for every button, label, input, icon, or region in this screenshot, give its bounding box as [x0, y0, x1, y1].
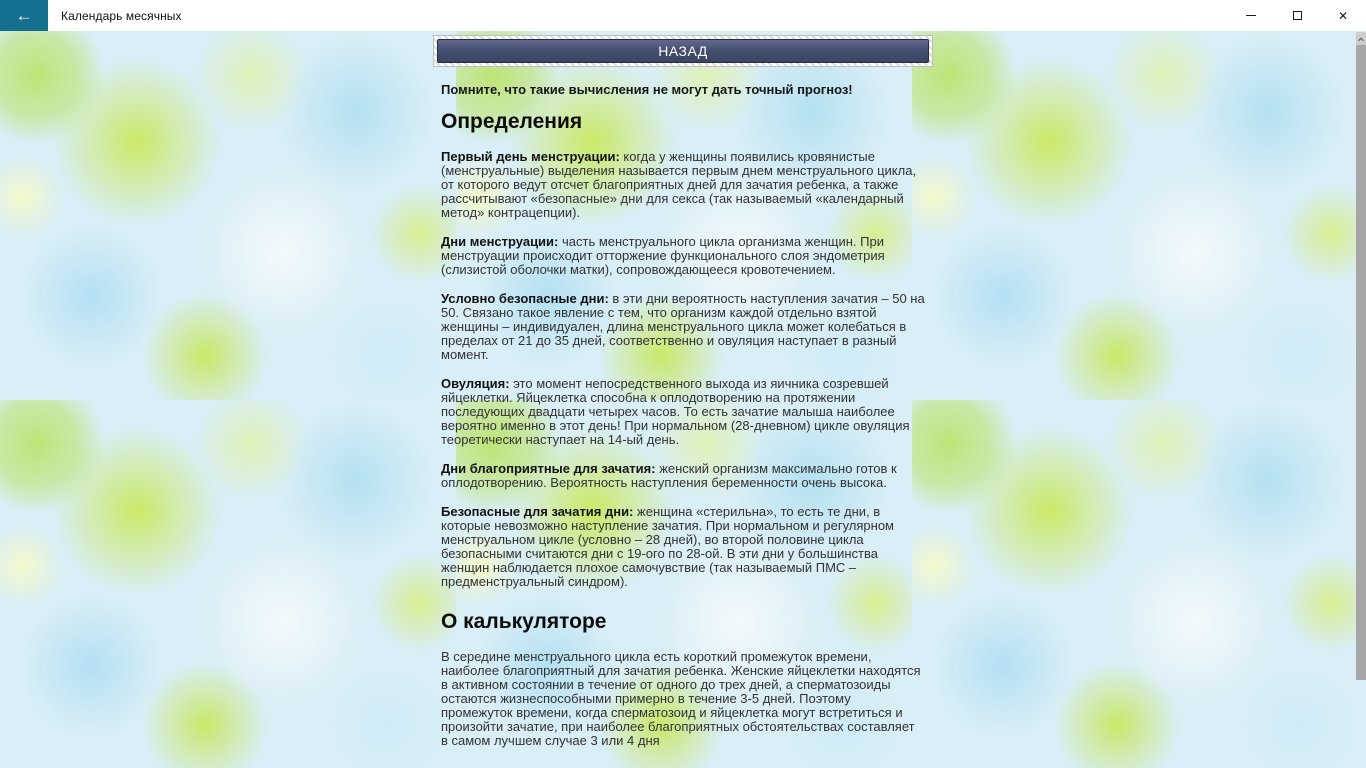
back-button[interactable]: [437, 39, 929, 63]
back-arrow-icon: ←: [15, 5, 33, 25]
definition-text: часть менструального цикла организма женщин. При менструации происходит отторжение функционального слоя эндометрия (слизистой оболочки матки), сопровождающееся кровотечением.: [441, 234, 885, 277]
back-button-label: НАЗАД: [658, 43, 708, 59]
definition-label: Первый день менструации:: [441, 149, 620, 164]
chevron-up-icon: [1358, 37, 1364, 43]
maximize-icon: [1293, 11, 1302, 20]
definitions-heading: Определения: [441, 110, 583, 133]
window-controls: [1228, 0, 1366, 31]
definition-safe-days: [441, 505, 925, 589]
definition-fertile-days: [441, 462, 925, 490]
definition-label: Условно безопасные дни:: [441, 291, 609, 306]
about-text: В середине менструального цикла есть короткий промежуток времени, наиболее благоприятный для зачатия ребенка. Женские яйцеклетки находятся в активном состоянии в течение от одного до трех дней, а сперматозоиды остаются жизнеспособными примерно в течение 3-5 дней. Поэтому промежуток времени, когда сперматозоид и яйцеклетка могут встретиться и произойти зачатие, при наиболее благоприятных обстоятельствах составляет в самом лучшем случае 3 или 4 дня: [441, 649, 921, 748]
window-title: Календарь месячных: [61, 8, 182, 23]
definition-ovulation: [441, 377, 925, 447]
back-button-frame: [433, 35, 933, 67]
scrollbar-up-button[interactable]: [1356, 32, 1366, 45]
titlebar-back-button[interactable]: [0, 0, 48, 31]
close-icon: ✕: [1337, 8, 1349, 23]
scrollbar-thumb[interactable]: [1356, 45, 1366, 680]
article: [433, 83, 933, 748]
close-button[interactable]: [1320, 0, 1366, 31]
minimize-button[interactable]: [1228, 0, 1274, 31]
about-heading: О калькуляторе: [441, 610, 607, 633]
definition-text: женский организм максимально готов к оплодотворению. Вероятность наступления беременности очень высока.: [441, 461, 897, 490]
disclaimer-text: Помните, что такие вычисления не могут дать точный прогноз!: [441, 82, 853, 97]
definition-conditionally-safe-days: [441, 292, 925, 362]
definition-text: в эти дни вероятность наступления зачатия – 50 на 50. Связано такое явление с тем, что организм каждой отдельно взятой женщины – индивидуален, длина менструального цикла может колебаться в пределах от 21 до 35 дней, соответственно и овуляция наступает в разный момент.: [441, 291, 925, 362]
definition-label: Безопасные для зачатия дни:: [441, 504, 634, 519]
minimize-icon: [1246, 15, 1256, 16]
definition-text: женщина «стерильна», то есть те дни, в которые невозможно наступление зачатия. При нормальном и регулярном менструальном цикле (условно – 28 дней), во второй половине цикла безопасными считаются дни с 19-ого по 28-ой. В эти дни у большинства женщин наблюдается плохое самочувствие (так называемый ПМС – предменструальный синдром).: [441, 504, 894, 589]
definition-first-day: [441, 150, 925, 220]
definition-text: когда у женщины появились кровянистые (менструальные) выделения называется первым днем менструального цикла, от которого ведут отсчет благоприятных дней для зачатия ребенка, а также рассчитывают «безопасные» дни для секса (так называемый «календарный метод» контрацепции).: [441, 149, 917, 220]
definition-label: Дни менструации:: [441, 234, 559, 249]
page-background: [0, 31, 1366, 768]
definition-text: это момент непосредственного выхода из яичника созревшей яйцеклетки. Яйцеклетка способна к оплодотворению на протяжении последующих двадцати четырех часов. То есть зачатие малыша наиболее вероятно именно в этот день! При нормальном (28-дневном) цикле овуляция теоретически наступает на 14-ый день.: [441, 376, 910, 447]
definition-menstruation-days: [441, 235, 925, 277]
definition-label: Дни благоприятные для зачатия:: [441, 461, 656, 476]
vertical-scrollbar: [1356, 31, 1366, 768]
definition-label: Овуляция:: [441, 376, 510, 391]
content-column: [433, 35, 933, 748]
maximize-button[interactable]: [1274, 0, 1320, 31]
titlebar: [0, 0, 1366, 31]
